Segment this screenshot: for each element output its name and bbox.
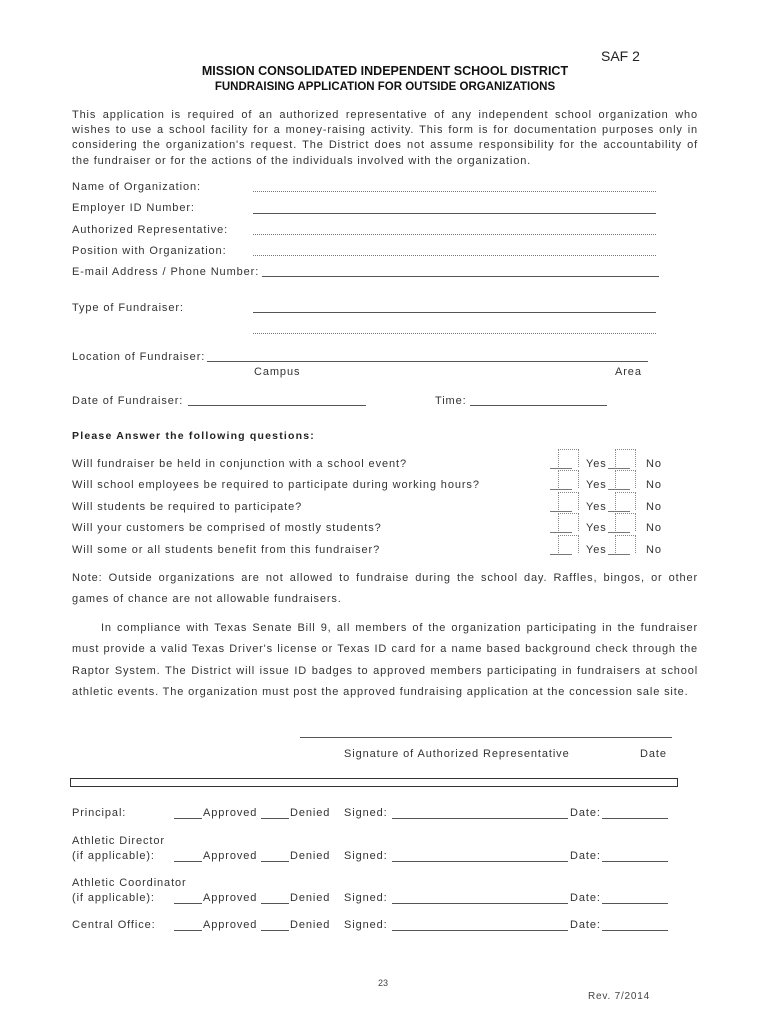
question-text: Will fundraiser be held in conjunction with a school event?: [72, 458, 407, 470]
location-label: Location of Fundraiser:: [72, 351, 206, 363]
approved-blank[interactable]: [174, 903, 202, 904]
questions-heading: Please Answer the following questions:: [72, 430, 315, 442]
signed-field[interactable]: [392, 903, 568, 904]
yes-blank: [550, 489, 572, 490]
denied-blank[interactable]: [261, 818, 289, 819]
section-divider: [70, 778, 678, 787]
denied-label: Denied: [290, 892, 331, 904]
date-label: Date:: [570, 892, 601, 904]
signed-field[interactable]: [392, 818, 568, 819]
employer-id-label: Employer ID Number:: [72, 202, 195, 214]
no-label: No: [646, 544, 662, 556]
approver-subtitle: (if applicable):: [72, 892, 155, 904]
denied-blank[interactable]: [261, 903, 289, 904]
email-phone-field[interactable]: [262, 276, 659, 277]
org-name-field[interactable]: [253, 191, 656, 192]
fundraiser-type-label: Type of Fundraiser:: [72, 302, 184, 314]
date-field[interactable]: [602, 861, 668, 862]
yes-label: Yes: [586, 458, 607, 470]
no-checkbox[interactable]: [615, 535, 636, 553]
auth-rep-label: Authorized Representative:: [72, 224, 229, 236]
question-text: Will students be required to participate?: [72, 501, 303, 513]
page-number: 23: [378, 978, 389, 988]
signed-label: Signed:: [344, 892, 388, 904]
denied-label: Denied: [290, 919, 331, 931]
date-field[interactable]: [602, 818, 668, 819]
approved-blank[interactable]: [174, 930, 202, 931]
revision-label: Rev. 7/2014: [588, 991, 650, 1002]
fundraiser-type-field[interactable]: [253, 312, 656, 313]
approved-blank[interactable]: [174, 818, 202, 819]
signed-label: Signed:: [344, 919, 388, 931]
no-blank: [608, 532, 630, 533]
signature-date-label: Date: [640, 748, 667, 760]
approver-title: Principal:: [72, 807, 127, 819]
date-label: Date:: [570, 850, 601, 862]
question-text: Will school employees be required to participate during working hours?: [72, 479, 480, 491]
email-phone-label: E-mail Address / Phone Number:: [72, 266, 260, 278]
signature-label: Signature of Authorized Representative: [344, 748, 570, 760]
approver-title: Athletic Director: [72, 835, 165, 847]
date-field[interactable]: [602, 903, 668, 904]
date-label: Date of Fundraiser:: [72, 395, 184, 407]
no-blank: [608, 468, 630, 469]
note-paragraph: Note: Outside organizations are not allowed to fundraise during the school day. Raffles, bingos, or other games of chance are not allowable fundraisers.: [72, 572, 698, 606]
auth-rep-field[interactable]: [253, 234, 656, 235]
org-name-label: Name of Organization:: [72, 181, 201, 193]
form-title: FUNDRAISING APPLICATION FOR OUTSIDE ORGANIZATIONS: [214, 81, 556, 93]
compliance-paragraph: In compliance with Texas Senate Bill 9, all members of the organization participating in the fundraiser must provide a valid Texas Driver's license or Texas ID card for a name based background check through the Raptor System. The District will issue ID badges to approved members participating in fundraisers at school athletic events. The organization must post the approved fundraising application at the concession sale site.: [72, 622, 698, 699]
yes-checkbox[interactable]: [558, 449, 579, 467]
approved-label: Approved: [203, 919, 258, 931]
yes-checkbox[interactable]: [558, 470, 579, 488]
approver-title: Central Office:: [72, 919, 156, 931]
no-label: No: [646, 522, 662, 534]
no-checkbox[interactable]: [615, 492, 636, 510]
date-label: Date:: [570, 919, 601, 931]
fundraiser-type-field-2[interactable]: [253, 333, 656, 334]
no-blank: [608, 489, 630, 490]
yes-checkbox[interactable]: [558, 513, 579, 531]
signature-line[interactable]: [300, 737, 672, 738]
yes-label: Yes: [586, 501, 607, 513]
form-code: SAF 2: [601, 48, 640, 64]
date-label: Date:: [570, 807, 601, 819]
yes-checkbox[interactable]: [558, 535, 579, 553]
no-blank: [608, 511, 630, 512]
approved-label: Approved: [203, 850, 258, 862]
date-field[interactable]: [602, 930, 668, 931]
yes-label: Yes: [586, 522, 607, 534]
position-field[interactable]: [253, 255, 656, 256]
position-label: Position with Organization:: [72, 245, 227, 257]
intro-paragraph: This application is required of an authorized representative of any independent school organization who wishes to use a school facility for a money-raising activity. This form is for documentation purposes only in considering the organization's request. The District does not assume responsibility for the accountability of the fundraiser or for the actions of the individuals involved with the organization.: [72, 109, 698, 167]
denied-label: Denied: [290, 807, 331, 819]
yes-blank: [550, 554, 572, 555]
yes-checkbox[interactable]: [558, 492, 579, 510]
time-field[interactable]: [470, 405, 607, 406]
date-field[interactable]: [188, 405, 366, 406]
approved-label: Approved: [203, 807, 258, 819]
no-checkbox[interactable]: [615, 449, 636, 467]
time-label: Time:: [435, 395, 467, 407]
approved-blank[interactable]: [174, 861, 202, 862]
yes-blank: [550, 468, 572, 469]
no-blank: [608, 554, 630, 555]
campus-caption: Campus: [254, 366, 301, 378]
no-checkbox[interactable]: [615, 513, 636, 531]
yes-label: Yes: [586, 544, 607, 556]
no-checkbox[interactable]: [615, 470, 636, 488]
yes-blank: [550, 511, 572, 512]
yes-label: Yes: [586, 479, 607, 491]
approver-title: Athletic Coordinator: [72, 877, 187, 889]
denied-blank[interactable]: [261, 861, 289, 862]
area-caption: Area: [615, 366, 642, 378]
signed-field[interactable]: [392, 930, 568, 931]
question-text: Will some or all students benefit from this fundraiser?: [72, 544, 381, 556]
question-text: Will your customers be comprised of mostly students?: [72, 522, 382, 534]
no-label: No: [646, 501, 662, 513]
signed-label: Signed:: [344, 807, 388, 819]
district-name: MISSION CONSOLIDATED INDEPENDENT SCHOOL DISTRICT: [201, 64, 569, 78]
location-field[interactable]: [207, 361, 648, 362]
approver-subtitle: (if applicable):: [72, 850, 155, 862]
signed-label: Signed:: [344, 850, 388, 862]
no-label: No: [646, 458, 662, 470]
denied-label: Denied: [290, 850, 331, 862]
approved-label: Approved: [203, 892, 258, 904]
signed-field[interactable]: [392, 861, 568, 862]
employer-id-field[interactable]: [253, 213, 656, 214]
denied-blank[interactable]: [261, 930, 289, 931]
no-label: No: [646, 479, 662, 491]
yes-blank: [550, 532, 572, 533]
